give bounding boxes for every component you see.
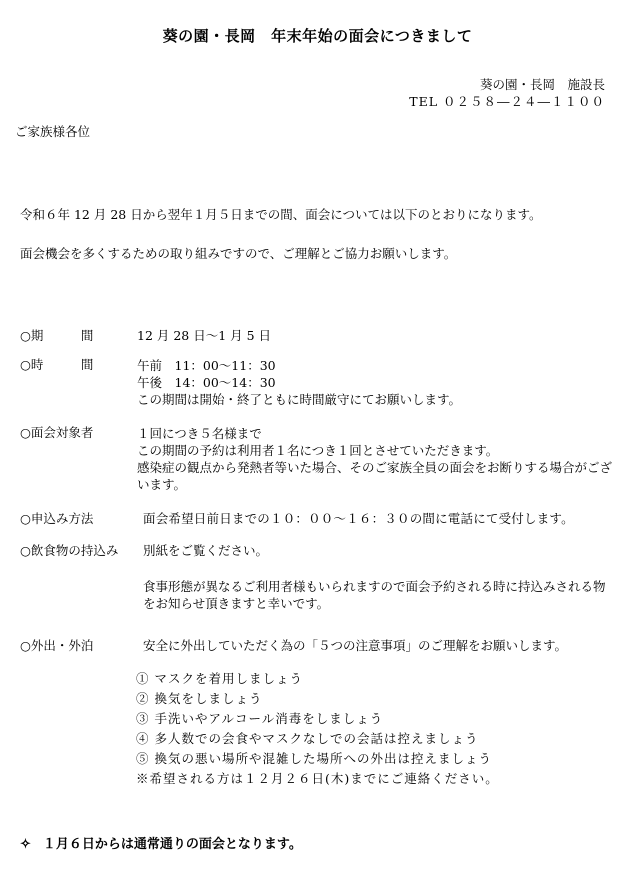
outing-label: ○外出・外泊 bbox=[20, 638, 94, 653]
final-note-text: １月６日からは通常通りの面会となります。 bbox=[42, 837, 302, 852]
sender-phone: TEL ０２５８―２４―１１００ bbox=[409, 94, 605, 109]
diamond-icon: ✧ bbox=[20, 837, 31, 852]
apply-value: 面会希望日前日までの１０：００～１６：３０の間に電話にて受付します。 bbox=[143, 511, 574, 526]
target-reservation-rule: この期間の予約は利用者１名につき１回とさせていただきます。 bbox=[137, 443, 499, 458]
intro-paragraph-2: 面会機会を多くするための取り組みですので、ご理解とご協力お願いします。 bbox=[20, 246, 457, 261]
list-item: ⑤ 換気の悪い場所や混雑した場所への外出は控えましょう bbox=[136, 751, 492, 766]
addressee: ご家族様各位 bbox=[15, 124, 91, 139]
outing-contact-note: ※希望される方は１２月２６日(木)までにご連絡ください。 bbox=[136, 771, 499, 786]
list-item: ① マスクを着用しましょう bbox=[136, 671, 303, 686]
period-label: ○期 間 bbox=[20, 328, 94, 343]
time-afternoon: 午後 14：00～14：30 bbox=[137, 375, 276, 390]
time-note: この期間は開始・終了ともに時間厳守にてお願いします。 bbox=[137, 392, 462, 407]
sender-name: 葵の園・長岡 施設長 bbox=[479, 77, 605, 92]
food-note: 食事形態が異なるご利用者様もいられますので面会予約される時に持込みされる物をお知らせ頂きますと幸いです。 bbox=[143, 579, 606, 611]
page-title: 葵の園・長岡 年末年始の面会につきまして bbox=[162, 27, 473, 45]
time-values bbox=[137, 357, 461, 408]
target-limit: １回につき５名様まで bbox=[137, 426, 262, 441]
food-value: 別紙をご覧ください。 bbox=[143, 543, 269, 558]
outing-value: 安全に外出していただく為の「５つの注意事項」のご理解をお願いします。 bbox=[143, 638, 568, 653]
list-item: ② 換気をしましょう bbox=[136, 691, 263, 706]
intro-paragraph-1: 令和６年 12 月 28 日から翌年１月５日までの間、面会については以下のとおりになります。 bbox=[20, 207, 542, 222]
outing-rules-list bbox=[136, 669, 499, 789]
food-label: ○飲食物の持込み bbox=[20, 543, 119, 558]
target-infection-note: 感染症の観点から発熱者等いた場合、そのご家族全員の面会をお断りする場合がございます。 bbox=[137, 460, 613, 492]
final-note bbox=[20, 836, 302, 854]
time-label: ○時 間 bbox=[20, 357, 94, 372]
target-label: ○面会対象者 bbox=[20, 425, 94, 440]
target-values bbox=[137, 425, 612, 493]
list-item: ③ 手洗いやアルコール消毒をしましょう bbox=[136, 711, 384, 726]
apply-label: ○申込み方法 bbox=[20, 511, 94, 526]
period-value: 12 月 28 日～1 月 5 日 bbox=[137, 328, 272, 343]
time-morning: 午前 11：00～11：30 bbox=[137, 358, 276, 373]
list-item: ④ 多人数での会食やマスクなしでの会話は控えましょう bbox=[136, 731, 479, 746]
